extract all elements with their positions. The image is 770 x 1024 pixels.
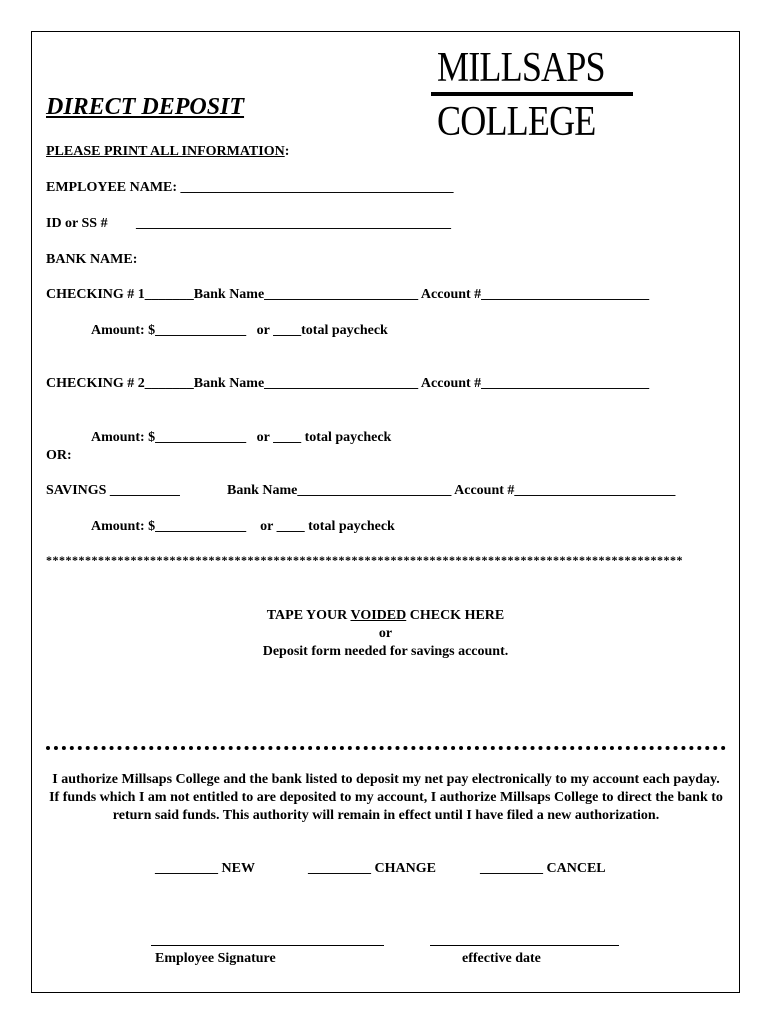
- checking-2-amount[interactable]: Amount: $_____________ or ____ total paycheck: [91, 430, 392, 445]
- savings-amount[interactable]: Amount: $_____________ or ____ total paycheck: [91, 519, 395, 534]
- bank-name-label: BANK NAME:: [46, 252, 138, 267]
- checking-2-row[interactable]: CHECKING # 2_______Bank Name______________________ Account #________________________: [46, 376, 650, 391]
- id-ss-field[interactable]: _____________________________________________: [136, 216, 451, 231]
- date-line[interactable]: [430, 945, 619, 946]
- dotted-separator: [46, 746, 726, 750]
- logo-millsaps: MILLSAPS: [437, 45, 605, 91]
- tape-or: or: [378, 626, 393, 641]
- authorization-text: I authorize Millsaps College and the bank listed to deposit my net pay electronically to my account each payday. If funds which I am not entitled to are deposited to my account, I authorize Millsaps College to direct the bank to return said funds. This authority will remain in effect until I have filed a new authorization.: [49, 772, 723, 823]
- effective-date-label: effective date: [462, 951, 541, 966]
- logo-rule: [431, 92, 633, 96]
- print-instruction: [46, 144, 289, 160]
- option-cancel[interactable]: _________ CANCEL: [480, 861, 606, 876]
- option-new[interactable]: _________ NEW: [155, 861, 255, 876]
- savings-bank-row[interactable]: Bank Name______________________ Account #_______________________: [227, 483, 676, 498]
- deposit-form-note: Deposit form needed for savings account.: [262, 644, 509, 659]
- checking-1-row[interactable]: CHECKING # 1_______Bank Name______________________ Account #________________________: [46, 287, 650, 302]
- tape-prefix: TAPE YOUR: [266, 608, 351, 623]
- form-border: [31, 31, 740, 993]
- option-change[interactable]: _________ CHANGE: [308, 861, 436, 876]
- id-ss-label: ID or SS #: [46, 216, 108, 231]
- employee-name-field[interactable]: EMPLOYEE NAME: _______________________________________: [46, 180, 454, 195]
- logo-college: COLLEGE: [437, 99, 596, 145]
- savings-field[interactable]: SAVINGS __________: [46, 483, 180, 498]
- signature-line[interactable]: [151, 945, 384, 946]
- or-label: OR:: [46, 448, 72, 463]
- form-title: DIRECT DEPOSIT: [46, 94, 245, 120]
- tape-check-instruction: [31, 607, 740, 625]
- tape-voided: VOIDED: [350, 608, 407, 623]
- checking-1-amount[interactable]: Amount: $_____________ or ____total paycheck: [91, 323, 388, 338]
- star-separator: **************************************************************************************************: [46, 553, 683, 567]
- print-instruction-text: PLEASE PRINT ALL INFORMATION: [46, 144, 285, 159]
- employee-signature-label: Employee Signature: [155, 951, 276, 966]
- tape-suffix: CHECK HERE: [406, 608, 505, 623]
- print-instruction-colon: :: [284, 144, 290, 159]
